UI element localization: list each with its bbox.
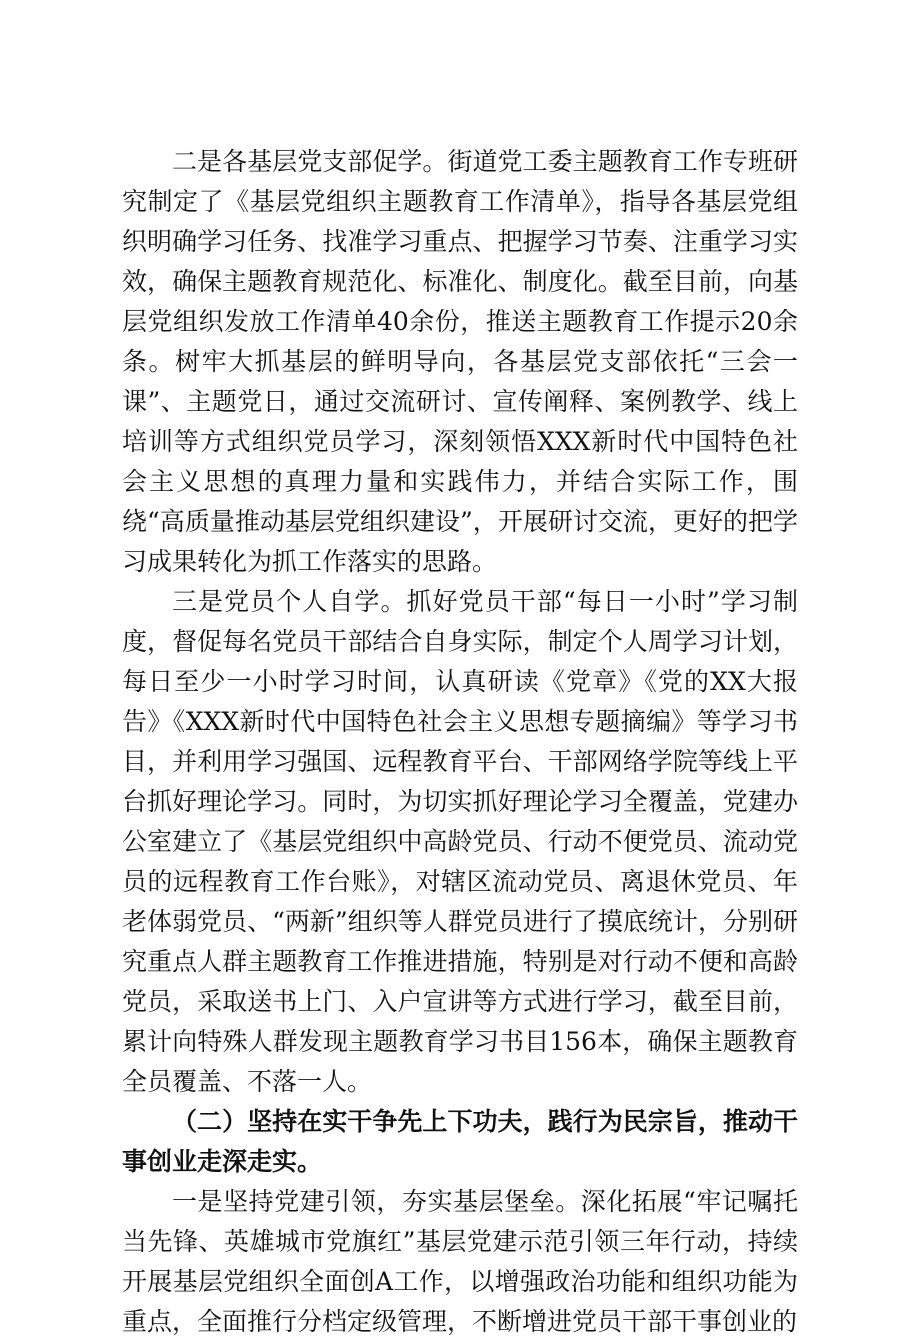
paragraph-grassroots-branch-study: 二是各基层党支部促学。街道党工委主题教育工作专班研究制定了《基层党组织主题教育工作清单》，指导各基层党组织明确学习任务、找准学习重点、把握学习节奏、注重学习实效，确保主题教育规范化、标准化、制度化。截至目前，向基层党组织发放工作清单40余份，推送主题教育工作提示20余条。树牢大抓基层的鲜明导向，各基层党支部依托“三会一课”、主题党日，通过交流研讨、宣传阐释、案例教学、线上培训等方式组织党员学习，深刻领悟XXX新时代中国特色社会主义思想的真理力量和实践伟力，并结合实际工作，围绕“高质量推动基层党组织建设”，开展研讨交流，更好的把学习成果转化为抓工作落实的思路。 bbox=[122, 147, 798, 576]
paragraph-member-self-study: 三是党员个人自学。抓好党员干部“每日一小时”学习制度，督促每名党员干部结合自身实际，制定个人周学习计划，每日至少一小时学习时间，认真研读《党章》《党的XX大报告》《XXX新时代中国特色社会主义思想专题摘编》等学习书目，并利用学习强国、远程教育平台、干部网络学院等线上平台抓好理论学习。同时，为切实抓好理论学习全覆盖，党建办公室建立了《基层党组织中高龄党员、行动不便党员、流动党员的远程教育工作台账》，对辖区流动党员、离退休党员、年老体弱党员、“两新”组织等人群党员进行了摸底统计，分别研究重点人群主题教育工作推进措施，特别是对行动不便和高龄党员，采取送书上门、入户宣讲等方式进行学习，截至目前，累计向特殊人群发现主题教育学习书目156本，确保主题教育全员覆盖、不落一人。 bbox=[122, 587, 798, 1096]
document-body bbox=[122, 142, 798, 1342]
section-heading-2: （二）坚持在实干争先上下功夫，践行为民宗旨，推动干事创业走深走实。 bbox=[122, 1107, 798, 1176]
paragraph-party-building-lead: 一是坚持党建引领，夯实基层堡垒。深化拓展“牢记嘱托当先锋、英雄城市党旗红”基层党建示范引领三年行动，持续开展基层党组织全面创A工作，以增强政治功能和组织功能为重点，全面推行分档定级管理，不断增进党员干部干事创业的 bbox=[122, 1187, 798, 1336]
